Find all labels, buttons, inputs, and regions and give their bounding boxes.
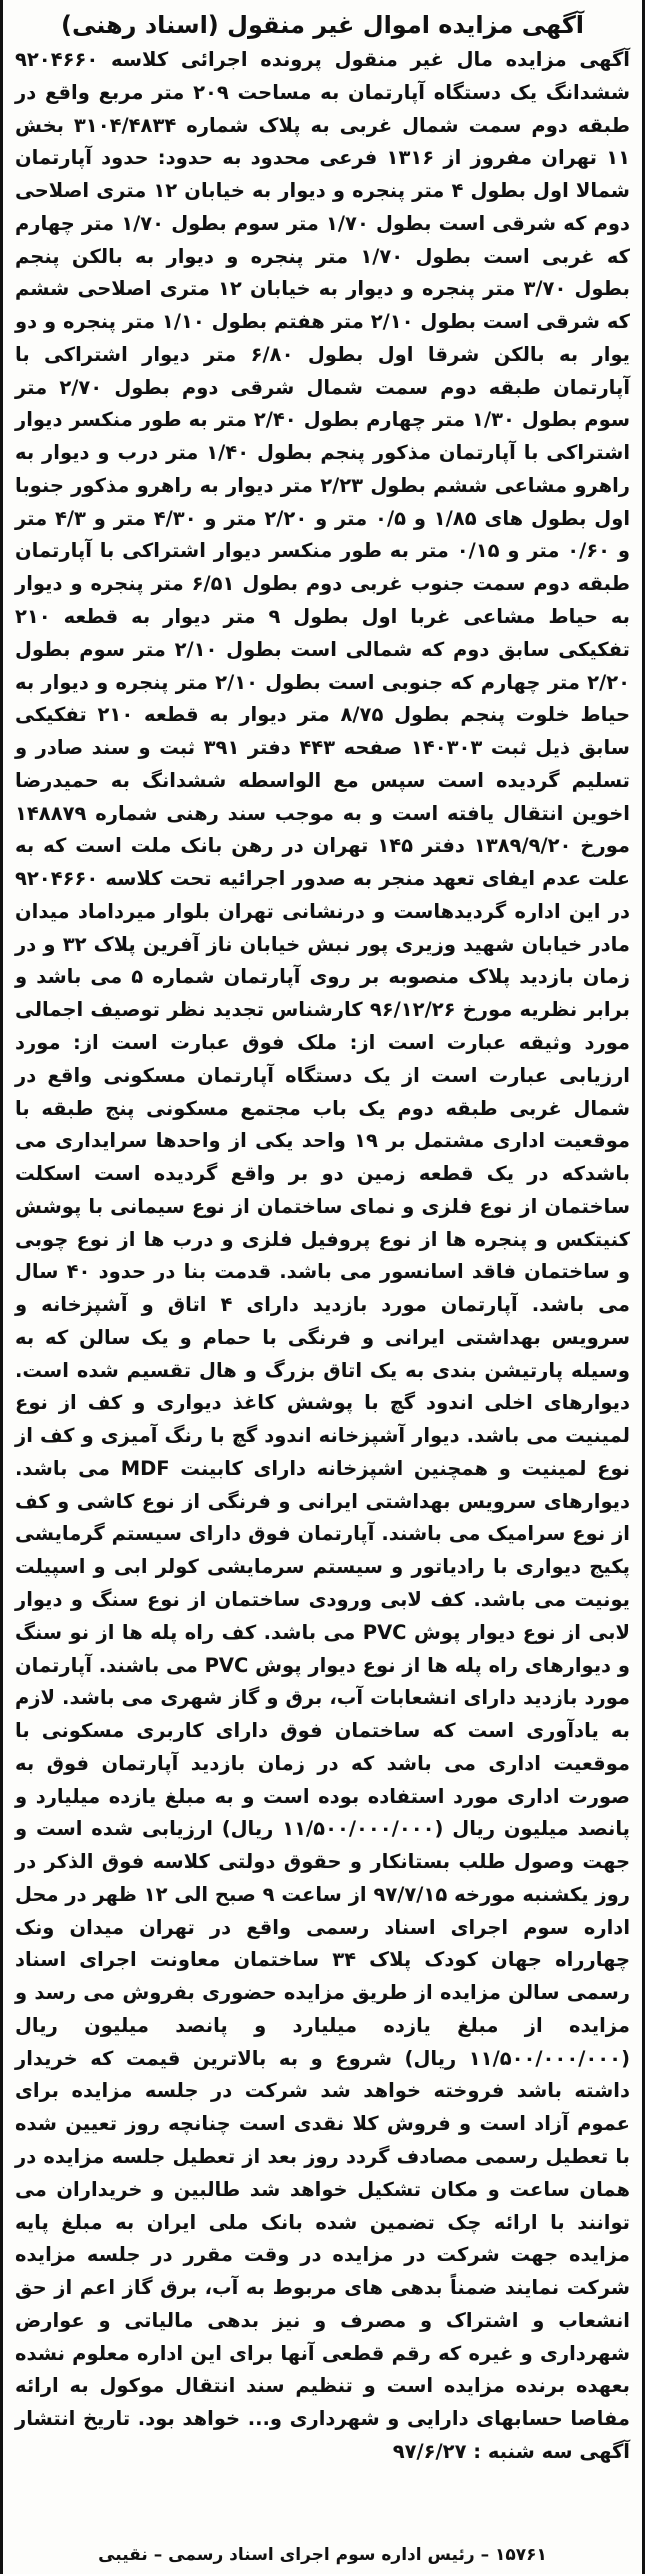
notice-title: آگهی مزایده اموال غیر منقول (اسناد رهنی)	[60, 11, 585, 39]
notice-footer: ۱۵۷۶۱ – رئیس اداره سوم اجرای اسناد رسمی – نقیبی	[98, 2545, 547, 2565]
notice-body: آگهی مزایده مال غیر منقول پرونده اجرائی کلاسه ۹۲۰۴۶۶۰ ششدانگ یک دستگاه آپارتمان به مساحت ۲۰۹ متر مربع واقع در طبقه دوم سمت شمال غربی به پلاک شماره ۳۱۰۴/۴۸۳۴ بخش ۱۱ تهران مفروز از ۱۳۱۶ فرعی محدود به حدود: حدود آپارتمان شمالا اول بطول ۴ متر پنجره و دیوار به خیابان ۱۲ متری اصلاحی دوم که شرقی است بطول ۱/۷۰ متر سوم بطول ۱/۷۰ متر چهارم که غربی است بطول ۱/۷۰ متر پنجره و دیوار به بالکن پنجم بطول ۳/۷۰ متر پنجره و دیوار به خیابان ۱۲ متری اصلاحی ششم که شرقی است بطول ۲/۱۰ متر هفتم بطول ۱/۱۰ متر پنجره و دو یوار به بالکن شرقا اول بطول ۶/۸۰ متر دیوار اشتراکی با آپارتمان طبقه دوم سمت شمال شرقی دوم بطول ۲/۷۰ متر سوم بطول ۱/۳۰ متر چهارم بطول ۲/۴۰ متر به طور منکسر دیوار اشتراکی با آپارتمان مذکور پنجم بطول ۱/۴۰ متر درب و دیوار به راهرو مشاعی ششم بطول ۲/۲۳ متر دیوار به راهرو مذکور جنوبا اول بطول های ۱/۸۵ و ۰/۵ متر و ۲/۲۰ متر و ۴/۳۰ متر و ۴/۳ متر و ۰/۶۰ متر و ۰/۱۵ متر به طور منکسر دیوار اشتراکی با آپارتمان طبقه دوم سمت جنوب غربی دوم بطول ۶/۵۱ متر پنجره و دیوار به حیاط مشاعی غربا اول بطول ۹ متر دیوار به قطعه ۲۱۰ تفکیکی سابق دوم که شمالی است بطول ۲/۱۰ متر سوم بطول ۲/۲۰ متر چهارم که جنوبی است بطول ۲/۱۰ متر پنجره و دیوار به حیاط خلوت پنجم بطول ۸/۷۵ متر دیوار به قطعه ۲۱۰ تفکیکی سابق ذیل ثبت ۱۴۰۳۰۳ صفحه ۴۴۳ دفتر ۳۹۱ ثبت و سند صادر و تسلیم گردیده است سپس مع الواسطه ششدانگ به حمیدرضا اخوین انتقال یافته است و به موجب سند رهنی شماره ۱۴۸۸۷۹ مورخ ۱۳۸۹/۹/۲۰ دفتر ۱۴۵ تهران در رهن بانک ملت است که به علت عدم ایفای تعهد منجر به صدور اجرائیه تحت کلاسه ۹۲۰۴۶۶۰ در این اداره گردیدهاست و درنشانی تهران بلوار میرداماد میدان مادر خیابان شهید وزیری پور نبش خیابان ناز آفرین پلاک ۳۲ و در زمان بازدید پلاک منصوبه بر روی آپارتمان شماره ۵ می باشد و برابر نظریه مورخ ۹۶/۱۲/۲۶ کارشناس تجدید نظر توصیف اجمالی مورد وثیقه عبارت است از: ملک فوق عبارت است از: مورد ارزیابی عبارت است از یک دستگاه آپارتمان مسکونی واقع در شمال غربی طبقه دوم یک باب مجتمع مسکونی پنج طبقه با موقعیت اداری مشتمل بر ۱۹ واحد یکی از واحدها سرایداری می باشدکه در یک قطعه زمین دو بر واقع گردیده است اسکلت ساختمان از نوع فلزی و نمای ساختمان از نوع سیمانی با پوشش کنیتکس و پنجره ها از نوع پروفیل فلزی و درب ها از نوع چوبی و ساختمان فاقد اسانسور می باشد. قدمت بنا در حدود ۴۰ سال می باشد. آپارتمان مورد بازدید دارای ۴ اتاق و آشپزخانه و سرویس بهداشتی ایرانی و فرنگی با حمام و یک سالن که به وسیله پارتیشن بندی به یک اتاق بزرگ و هال تقسیم شده است. دیوارهای اخلی اندود گچ با پوشش کاغذ دیواری و کف از نوع لمینیت می باشد. دیوار آشپزخانه اندود گچ با رنگ آمیزی و کف از نوع لمینیت و همچنین اشپزخانه دارای کابینت MDF می باشد. دیوارهای سرویس بهداشتی ایرانی و فرنگی از نوع کاشی و کف از نوع سرامیک می باشند. آپارتمان فوق دارای سیستم گرمایشی پکیج دیواری با رادیاتور و سیستم سرمایشی کولر ابی و اسپیلت یونیت می باشد. کف لابی ورودی ساختمان از نوع سنگ و دیوار لابی از نوع دیوار پوش PVC می باشد. کف راه پله ها از نو سنگ و دیوارهای راه پله ها از نوع دیوار پوش PVC می باشند. آپارتمان مورد بازدید دارای انشعابات آب، برق و گاز شهری می باشد. لازم به یادآوری است که ساختمان فوق دارای کاربری مسکونی با موقعیت اداری می باشد که در زمان بازدید آپارتمان فوق به صورت اداری مورد استفاده بوده است و به مبلغ یازده میلیارد و پانصد میلیون ریال (۱۱/۵۰۰/۰۰۰/۰۰۰ ریال) ارزیابی شده است و جهت وصول طلب بستانکار و حقوق دولتی کلاسه فوق الذکر در روز یکشنبه مورخه ۹۷/۷/۱۵ از ساعت ۹ صبح الی ۱۲ ظهر در محل اداره سوم اجرای اسناد رسمی واقع در تهران میدان ونک چهارراه جهان کودک پلاک ۳۴ ساختمان معاونت اجرای اسناد رسمی سالن مزایده از طریق مزایده حضوری بفروش می رسد و مزایده از مبلغ یازده میلیارد و پانصد میلیون ریال (۱۱/۵۰۰/۰۰۰/۰۰۰ ریال) شروع و به بالاترین قیمت که خریدار داشته باشد فروخته خواهد شد شرکت در جلسه مزایده برای عموم آزاد است و فروش کلا نقدی است چنانچه روز تعیین شده با تعطیل رسمی مصادف گردد روز بعد از تعطیل جلسه مزایده در همان ساعت و مکان تشکیل خواهد شد طالبین و خریداران می توانند با ارائه چک تضمین شده بانک ملی ایران به مبلغ پایه مزایده جهت شرکت در مزایده در وقت مقرر در جلسه مزایده شرکت نمایند ضمناً بدهی های مربوط به آب، برق گاز اعم از حق انشعاب و اشتراک و مصرف و نیز بدهی مالیاتی و عوارض شهرداری و غیره که رقم قطعی آنها برای این اداره معلوم نشده بعهده برنده مزایده است و تنظیم سند انتقال موکول به ارائه مفاصا حسابهای دارایی و شهرداری و... خواهد بود. تاریخ انتشار آگهی سه شنبه : ۹۷/۶/۲۷	[15, 48, 631, 2463]
